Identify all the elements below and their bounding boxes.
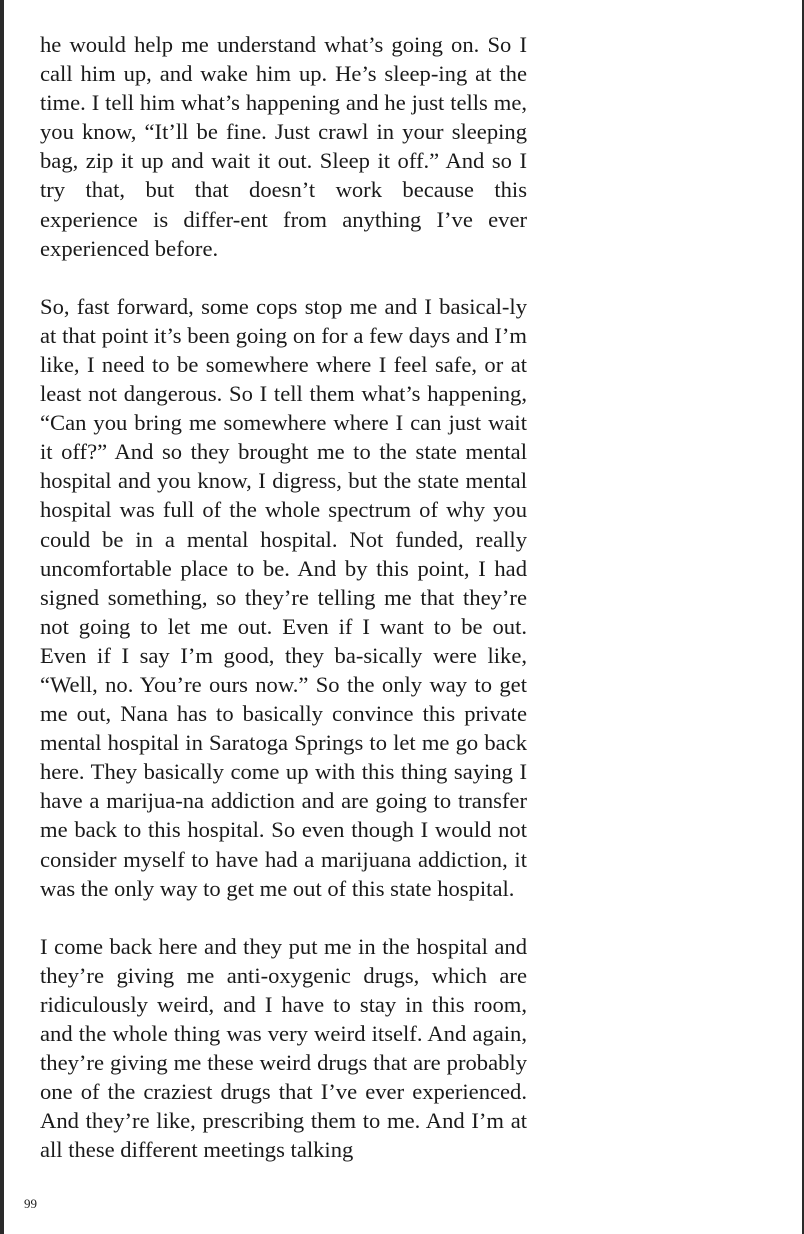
page-number: 99 bbox=[24, 1196, 37, 1211]
page-body bbox=[40, 30, 527, 1164]
paragraph-3: I come back here and they put me in the hospital and they’re giving me anti-oxygenic drugs, which are ridiculously weird, and I have to stay in this room, and the whole thing was very weird itself. And again, they’re giving me these weird drugs that are probably one of the craziest drugs that I’ve ever experienced. And they’re like, prescribing them to me. And I’m at all these different meetings talking bbox=[40, 933, 527, 1163]
left-border bbox=[0, 0, 4, 1234]
paragraph-2: So, fast forward, some cops stop me and I basical-ly at that point it’s been going on for a few days and I’m like, I need to be somewhere where I feel safe, or at least not dangerous. So I tell them what’s happening, “Can you bring me somewhere where I can just wait it off?” And so they brought me to the state mental hospital and you know, I digress, but the state mental hospital was full of the whole spectrum of why you could be in a mental hospital. Not funded, really uncomfortable place to be. And by this point, I had signed something, so they’re telling me that they’re not going to let me out. Even if I want to be out. Even if I say I’m good, they ba-sically were like, “Well, no. You’re ours now.” So the only way to get me out, Nana has to basically convince this private mental hospital in Saratoga Springs to let me go back here. They basically come up with this thing saying I have a marijua-na addiction and are going to transfer me back to this hospital. So even though I would not consider myself to have had a marijuana addiction, it was the only way to get me out of this state hospital. bbox=[40, 293, 527, 901]
paragraph-1: he would help me understand what’s going on. So I call him up, and wake him up. He’s sleep-ing at the time. I tell him what’s happening and he just tells me, you know, “It’ll be fine. Just crawl in your sleeping bag, zip it up and wait it out. Sleep it off.” And so I try that, but that doesn’t work because this experience is differ-ent from anything I’ve ever experienced before. bbox=[40, 32, 527, 261]
